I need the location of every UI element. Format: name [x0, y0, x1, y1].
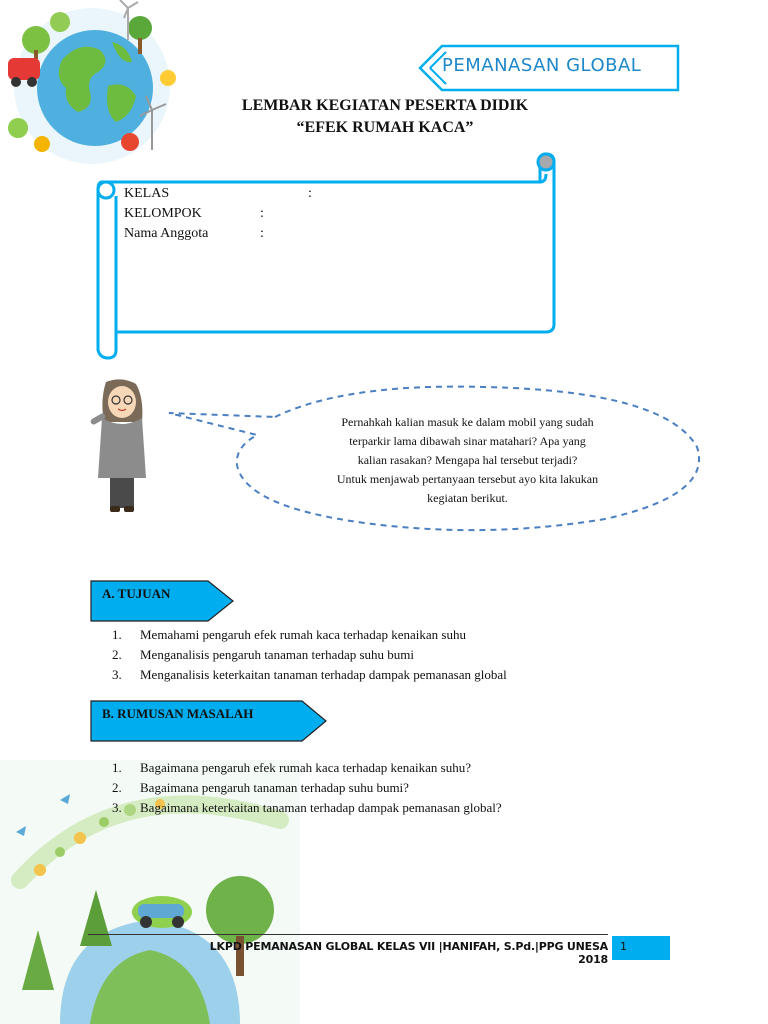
list-item — [112, 778, 502, 798]
list-number: 3. — [112, 800, 122, 815]
list-number: 1. — [112, 760, 122, 775]
list-number: 2. — [112, 780, 122, 795]
anggota-row — [124, 224, 264, 244]
section-b-heading: B. RUMUSAN MASALAH — [102, 706, 254, 721]
kelompok-colon: : — [260, 206, 264, 221]
rumusan-list — [112, 758, 502, 818]
earth-illustration — [0, 0, 190, 170]
speech-line: Pernahkah kalian masuk ke dalam mobil yang sudah — [341, 415, 594, 429]
kelas-row — [124, 184, 312, 204]
banner-title: PEMANASAN GLOBAL — [442, 55, 642, 76]
tujuan-list — [112, 625, 507, 685]
list-text: Bagaimana pengaruh tanaman terhadap suhu bumi? — [140, 780, 409, 795]
page-number: 1 — [620, 940, 627, 953]
list-text: Menganalisis pengaruh tanaman terhadap suhu bumi — [140, 647, 415, 662]
title-line-1: LEMBAR KEGIATAN PESERTA DIDIK — [241, 97, 529, 114]
anggota-label: Nama Anggota — [124, 226, 209, 241]
list-text: Menganalisis keterkaitan tanaman terhadap dampak pemanasan global — [140, 667, 507, 682]
teacher-illustration — [88, 378, 158, 518]
kelompok-row — [124, 204, 264, 224]
list-number: 3. — [112, 667, 122, 682]
list-item — [112, 758, 502, 778]
list-item — [112, 798, 502, 818]
speech-line: terparkir lama dibawah sinar matahari? Apa yang — [349, 434, 586, 448]
section-a-heading: A. TUJUAN — [102, 586, 171, 601]
speech-text — [300, 413, 635, 508]
list-item — [112, 665, 507, 685]
list-text: Memahami pengaruh efek rumah kaca terhadap kenaikan suhu — [140, 627, 466, 642]
list-item — [112, 645, 507, 665]
list-item — [112, 625, 507, 645]
page-title — [150, 95, 620, 139]
anggota-colon: : — [260, 226, 264, 241]
footer-divider — [88, 934, 608, 935]
footer-text: LKPD PEMANASAN GLOBAL KELAS VII |HANIFAH, S.Pd.|PPG UNESA 2018 — [209, 940, 608, 966]
list-text: Bagaimana keterkaitan tanaman terhadap dampak pemanasan global? — [140, 800, 502, 815]
speech-line: kalian rasakan? Mengapa hal tersebut terjadi? — [357, 453, 578, 467]
list-number: 1. — [112, 627, 122, 642]
kelas-label: KELAS — [124, 186, 170, 201]
title-line-2: “EFEK RUMAH KACA” — [296, 119, 474, 136]
identity-fields — [124, 184, 312, 244]
kelompok-label: KELOMPOK — [124, 206, 202, 221]
kelas-colon: : — [308, 186, 312, 201]
speech-line: Untuk menjawab pertanyaan tersebut ayo kita lakukan — [336, 472, 599, 486]
list-number: 2. — [112, 647, 122, 662]
speech-line: kegiatan berikut. — [427, 491, 508, 505]
list-text: Bagaimana pengaruh efek rumah kaca terhadap kenaikan suhu? — [140, 760, 471, 775]
